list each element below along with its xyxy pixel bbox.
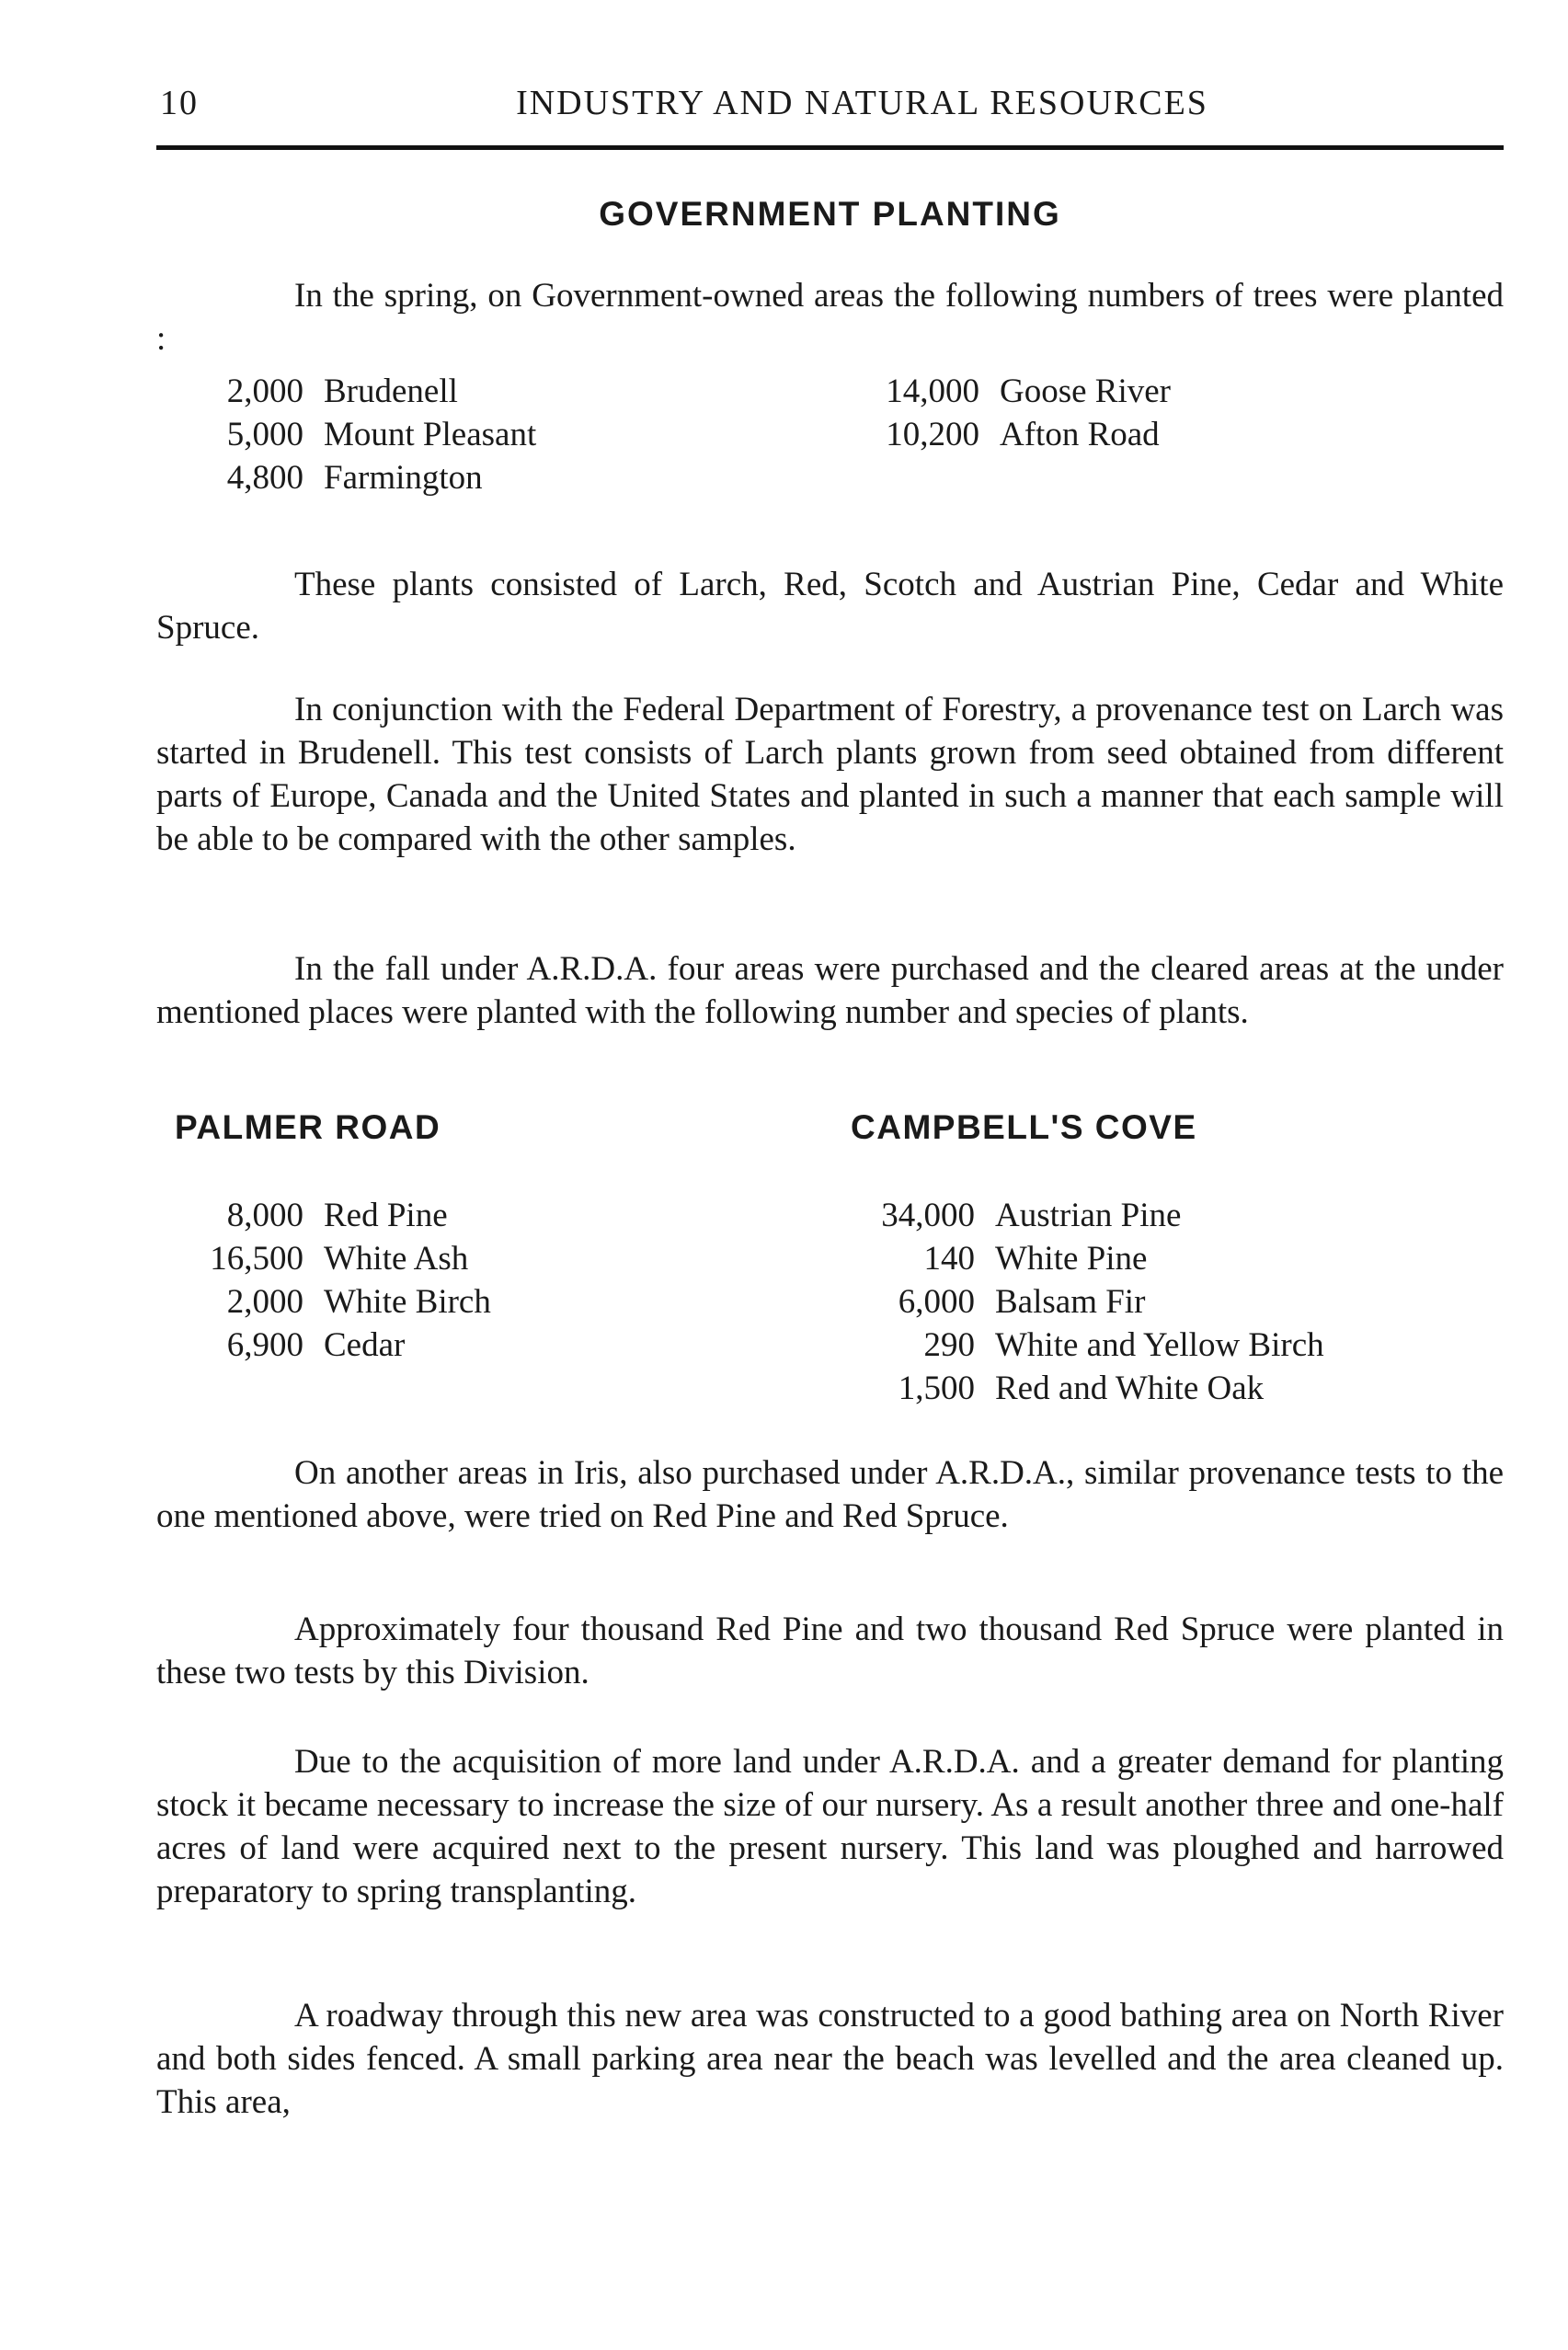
header-rule (156, 145, 1504, 150)
campbells-cove-list (851, 1194, 1324, 1410)
list-item (175, 370, 536, 413)
place: Goose River (1000, 373, 1171, 410)
page (156, 74, 1504, 2121)
list-item (175, 413, 536, 456)
palmer-road-title: PALMER ROAD (175, 1108, 441, 1146)
quantity: 14,000 (886, 373, 979, 410)
quantity: 290 (923, 1326, 975, 1364)
campbells-cove-title: CAMPBELL'S COVE (851, 1108, 1197, 1146)
quantity: 16,500 (210, 1240, 303, 1278)
species: Red and White Oak (995, 1370, 1265, 1407)
quantity: 4,800 (226, 459, 303, 497)
list-item (851, 1194, 1324, 1237)
list-item (855, 413, 1171, 456)
running-title: INDUSTRY AND NATURAL RESOURCES (516, 84, 1208, 122)
species: White Ash (324, 1240, 469, 1278)
list-item (175, 456, 536, 499)
species: White Birch (324, 1283, 491, 1321)
species: White Pine (995, 1240, 1148, 1278)
list-item (175, 1237, 491, 1280)
place: Brudenell (324, 373, 458, 410)
quantity: 6,000 (898, 1283, 975, 1321)
quantity: 1,500 (898, 1370, 975, 1407)
place: Afton Road (1000, 416, 1160, 453)
species: Red Pine (324, 1197, 448, 1234)
place: Farmington (324, 459, 483, 497)
list-item (175, 1280, 491, 1324)
fall-paragraph: In the fall under A.R.D.A. four areas were purchased and the cleared areas at the under mentioned places were planted with the following number and species of plants. (156, 950, 1504, 1031)
quantity: 34,000 (881, 1197, 975, 1234)
list-item (855, 370, 1171, 413)
gov-plantings-left (175, 370, 536, 499)
list-item (851, 1324, 1324, 1367)
species-paragraph: These plants consisted of Larch, Red, Scotch and Austrian Pine, Cedar and White Spruce. (156, 566, 1504, 647)
quantity: 6,900 (226, 1326, 303, 1364)
list-item (851, 1237, 1324, 1280)
species: Austrian Pine (995, 1197, 1182, 1234)
quantity: 5,000 (226, 416, 303, 453)
list-item (175, 1324, 491, 1367)
palmer-road-list (175, 1194, 491, 1367)
place: Mount Pleasant (324, 416, 537, 453)
roadway-paragraph: A roadway through this new area was constructed to a good bathing area on North River and both sides fenced. A small parking area near the beach was levelled and the area cleaned up. This area, (156, 1997, 1504, 2121)
quantity: 2,000 (226, 373, 303, 410)
list-item (851, 1367, 1324, 1410)
list-item (175, 1194, 491, 1237)
species: White and Yellow Birch (995, 1326, 1324, 1364)
provenance-paragraph: In conjunction with the Federal Department of Forestry, a provenance test on Larch was started in Brudenell. This test consists of Larch plants grown from seed obtained from different parts of Europe, Canada and the United States and planted in such a manner that each sample will be able to be compared with the other samples. (156, 691, 1504, 858)
quantity: 140 (923, 1240, 975, 1278)
nursery-paragraph: Due to the acquisition of more land under A.R.D.A. and a greater demand for planting stock it became necessary to increase the size of our nursery. As a result another three and one-half acres of land were acquired next to the present nursery. This land was ploughed and harrowed preparatory to spring transplanting. (156, 1743, 1504, 1910)
running-head (156, 74, 1504, 129)
gov-plantings-right (855, 370, 1171, 456)
intro-paragraph: In the spring, on Government-owned areas the following numbers of trees were planted : (156, 277, 1504, 358)
quantity: 10,200 (886, 416, 979, 453)
approximately-paragraph: Approximately four thousand Red Pine and two thousand Red Spruce were planted in these two tests by this Division. (156, 1611, 1504, 1691)
quantity: 2,000 (226, 1283, 303, 1321)
iris-paragraph: On another areas in Iris, also purchased under A.R.D.A., similar provenance tests to the one mentioned above, were tried on Red Pine and Red Spruce. (156, 1454, 1504, 1535)
species: Cedar (324, 1326, 406, 1364)
list-item (851, 1280, 1324, 1324)
section-title: GOVERNMENT PLANTING (599, 195, 1061, 233)
page-number: 10 (160, 84, 199, 122)
species: Balsam Fir (995, 1283, 1146, 1321)
quantity: 8,000 (226, 1197, 303, 1234)
